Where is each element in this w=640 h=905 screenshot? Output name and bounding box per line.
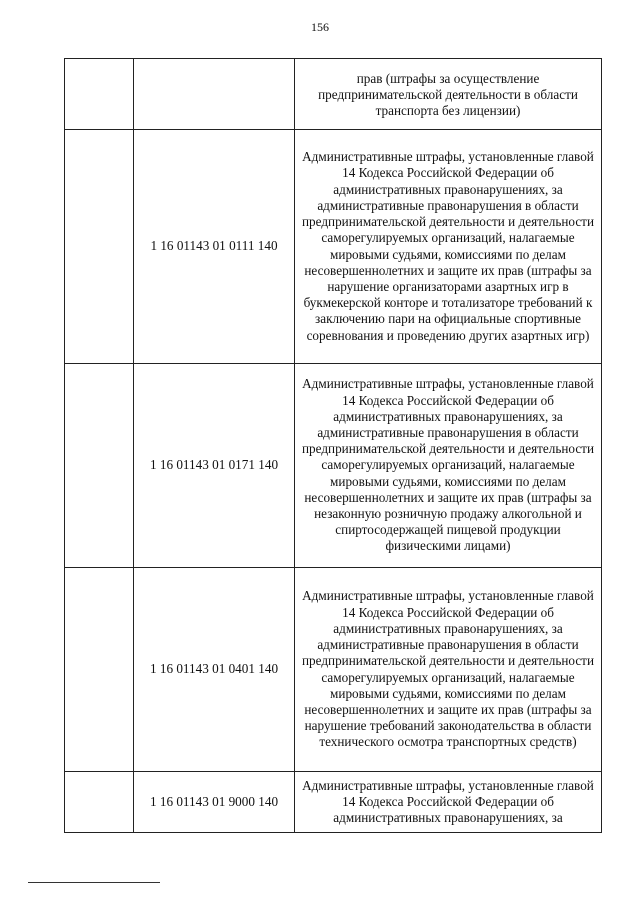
budget-code-cell: 1 16 01143 01 0401 140: [134, 568, 295, 772]
page-number: 156: [311, 20, 329, 34]
row-number-cell: [65, 130, 134, 364]
table-row: [65, 772, 602, 833]
description-cell: прав (штрафы за осуществление предпринимательской деятельности в области транспорта без лицензии): [295, 59, 602, 130]
budget-code-cell: 1 16 01143 01 9000 140: [134, 772, 295, 833]
description-cell: Административные штрафы, установленные главой 14 Кодекса Российской Федерации об административных правонарушениях, за административные правонарушения в области предпринимательской деятельности и деятельности саморегулируемых организаций, налагаемые мировыми судьями, комиссиями по делам несовершеннолетних и защите их прав (штрафы за нарушение требований законодательства в области технического осмотра транспортных средств): [295, 568, 602, 772]
table-row: [65, 130, 602, 364]
row-number-cell: [65, 568, 134, 772]
footnote-separator: [28, 882, 160, 883]
table-row: [65, 364, 602, 568]
row-number-cell: [65, 59, 134, 130]
row-number-cell: [65, 772, 134, 833]
row-number-cell: [65, 364, 134, 568]
budget-code-cell: 1 16 01143 01 0111 140: [134, 130, 295, 364]
table-row: [65, 568, 602, 772]
budget-code-cell: [134, 59, 295, 130]
table-row: [65, 59, 602, 130]
description-cell: Административные штрафы, установленные главой 14 Кодекса Российской Федерации об административных правонарушениях, за административные правонарушения в области предпринимательской деятельности и деятельности саморегулируемых организаций, налагаемые мировыми судьями, комиссиями по делам несовершеннолетних и защите их прав (штрафы за нарушение организаторами азартных игр в букмекерской конторе и тотализаторе требований к заключению пари на официальные спортивные соревнования и проведению других азартных игр): [295, 130, 602, 364]
description-cell: Административные штрафы, установленные главой 14 Кодекса Российской Федерации об административных правонарушениях, за административные правонарушения в области предпринимательской деятельности и деятельности саморегулируемых организаций, налагаемые мировыми судьями, комиссиями по делам несовершеннолетних и защите их прав (штрафы за незаконную розничную продажу алкогольной и спиртосодержащей пищевой продукции физическими лицами): [295, 364, 602, 568]
codes-table: [64, 58, 602, 833]
description-cell: Административные штрафы, установленные главой 14 Кодекса Российской Федерации об административных правонарушениях, за: [295, 772, 602, 833]
budget-code-cell: 1 16 01143 01 0171 140: [134, 364, 295, 568]
